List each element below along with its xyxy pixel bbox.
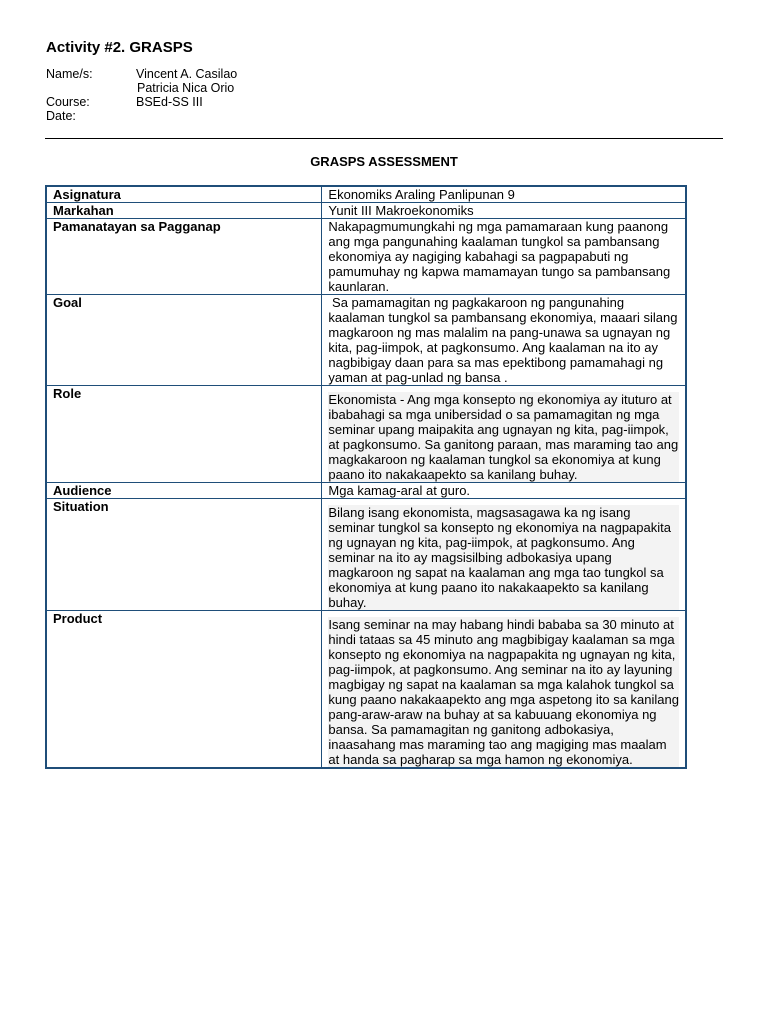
- row-label: Situation: [46, 499, 322, 611]
- row-label: Markahan: [46, 203, 322, 219]
- row-value: Isang seminar na may habang hindi bababa sa 30 minuto at hindi tataas sa 45 minuto ang magbibigay kaalaman sa mga konsepto ng ekonomiya na nagpapakita ng ugnayan ng kita, pag-iimpok, at pagkonsumo. Ang seminar na ito ay layuning magbigay ng sapat na kaalaman sa mga kalahok tungkol sa kung paano nakakaapekto ang mga aspetong ito sa kanilang pang-araw-araw na buhay at sa kabuuang ekonomiya ng bansa. Sa pamamagitan ng ganitong adbokasiya, inaasahang mas maraming tao ang magiging mas maalam at handa sa pagharap sa mga hamon ng ekonomiya.: [328, 617, 679, 767]
- row-value: Ekonomista - Ang mga konsepto ng ekonomiya ay ituturo at ibabahagi sa mga unibersidad o sa pamamagitan ng mga seminar upang maipakita ang ugnayan ng kita, pag-iimpok, at pagkonsumo. Sa ganitong paraan, mas maraming tao ang magkakaroon ng kaalaman tungkol sa ekonomiya at kung paano ito nakakaapekto sa kanilang buhay.: [328, 392, 679, 482]
- table-row: [46, 219, 686, 295]
- name-2: Patricia Nica Orio: [137, 81, 235, 95]
- date-label: Date:: [46, 109, 76, 123]
- course-label: Course:: [46, 95, 90, 109]
- row-label: Role: [46, 386, 322, 483]
- row-value: Ekonomiks Araling Panlipunan 9: [322, 186, 686, 203]
- row-value: Yunit III Makroekonomiks: [322, 203, 686, 219]
- name-1: Vincent A. Casilao: [136, 67, 238, 81]
- row-value: Nakapagmumungkahi ng mga pamamaraan kung paanong ang mga pangunahing kaalaman tungkol sa pambansang ekonomiya ay nagiging kabahagi sa pagpapabuti ng pamumuhay ng kapwa mamamayan tungo sa pambansang kaunlaran.: [322, 219, 686, 295]
- divider: [45, 138, 723, 139]
- names-label: Name/s:: [46, 67, 93, 81]
- table-row: [46, 386, 686, 483]
- row-value-cell: [322, 611, 686, 769]
- table-row: [46, 203, 686, 219]
- table-row: [46, 611, 686, 769]
- row-label: Audience: [46, 483, 322, 499]
- table-row: [46, 483, 686, 499]
- row-label: Product: [46, 611, 322, 769]
- row-label: Pamanatayan sa Pagganap: [46, 219, 322, 295]
- table-row: [46, 295, 686, 386]
- row-value-cell: [322, 499, 686, 611]
- course-value: BSEd-SS III: [136, 95, 203, 109]
- table-row: [46, 499, 686, 611]
- grasps-heading: GRASPS ASSESSMENT: [310, 154, 458, 169]
- row-label: Goal: [46, 295, 322, 386]
- row-value: Sa pamamagitan ng pagkakaroon ng pangunahing kaalaman tungkol sa pambansang ekonomiya, maaari silang magkaroon ng mas malalim na pang-unawa sa ugnayan ng kita, pag-iimpok, at pagkonsumo. Ang kaalaman na ito ay nagbibigay daan para sa mas epektibong pamamahagi ng yaman at pag-unlad ng bansa .: [322, 295, 686, 386]
- row-value: Mga kamag-aral at guro.: [322, 483, 686, 499]
- activity-title: Activity #2. GRASPS: [46, 39, 193, 56]
- grasps-table: [45, 185, 687, 769]
- table-row: [46, 186, 686, 203]
- row-value: Bilang isang ekonomista, magsasagawa ka ng isang seminar tungkol sa konsepto ng ekonomiya na nagpapakita ng ugnayan ng kita, pag-iimpok, at pagkonsumo. Ang seminar na ito ay magsisilbing adbokasiya upang magkaroon ng sapat na kaalaman ang mga tao tungkol sa ekonomiya at kung paano ito nakakaapekto sa kanilang buhay.: [328, 505, 679, 610]
- row-value-cell: [322, 386, 686, 483]
- row-label: Asignatura: [46, 186, 322, 203]
